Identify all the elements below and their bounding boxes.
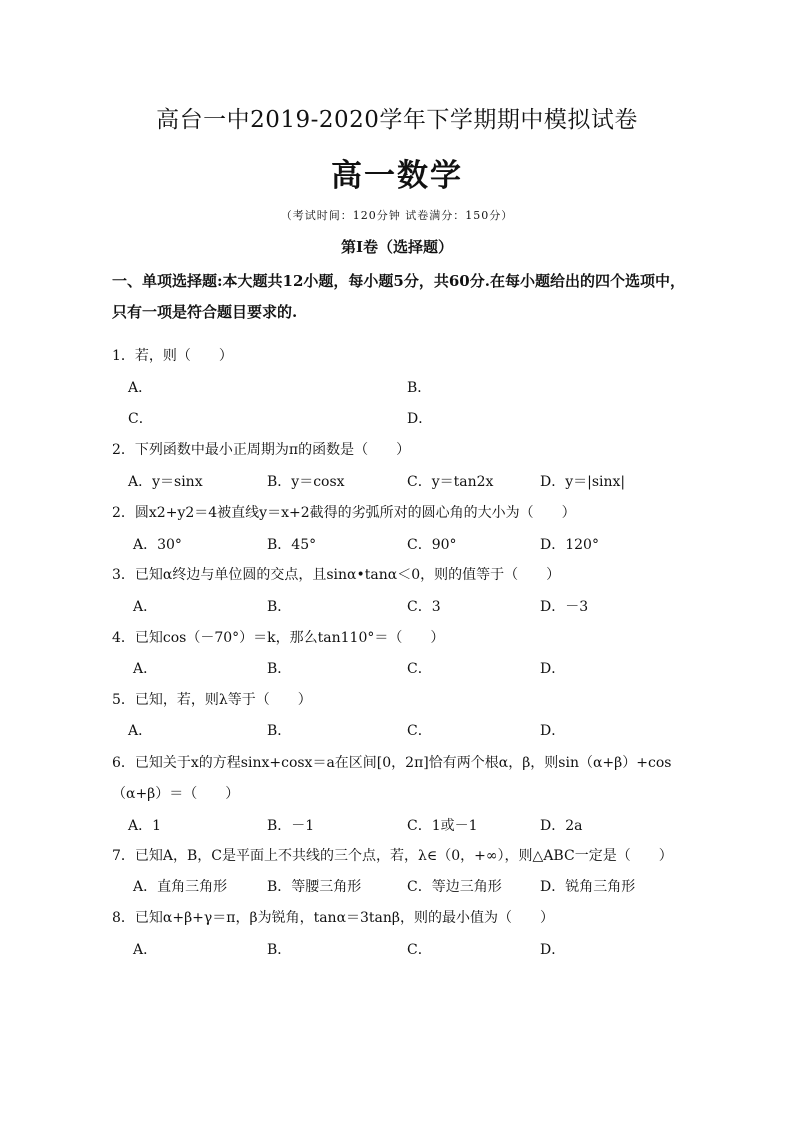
option-b: B． [407, 380, 432, 396]
option-b: B． [267, 661, 292, 677]
option-b: B．45° [267, 537, 317, 553]
question-2b: 2．圆x2+y2＝4被直线y＝x+2截得的劣弧所对的圆心角的大小为（ ） [112, 505, 576, 521]
option-b: B． [267, 599, 292, 615]
option-a: A．y＝sinx [128, 474, 203, 490]
option-d: D．锐角三角形 [540, 879, 636, 895]
question-5: 5．已知，若，则λ等于（ ） [112, 692, 312, 708]
exam-title: 高台一中2019-2020学年下学期期中模拟试卷 [156, 107, 638, 133]
option-c: C．1或－1 [407, 818, 478, 834]
option-a: A．30° [133, 537, 182, 553]
option-d: D． [407, 411, 433, 427]
option-c: C． [407, 942, 432, 958]
option-b: B． [267, 942, 292, 958]
section-heading: 一、单项选择题:本大题共12小题，每小题5分，共60分.在每小题给出的四个选项中，只有一项是符合题目要求的. [112, 272, 685, 321]
question-4: 4．已知cos（－70°）＝k，那么tan110°＝（ ） [112, 630, 445, 646]
option-a: A． [133, 942, 158, 958]
question-1: 1．若，则（ ） [112, 348, 233, 364]
option-b: B．等腰三角形 [267, 879, 362, 895]
option-a: A．1 [128, 818, 162, 834]
exam-info: （考试时间：120分钟 试卷满分：150分） [280, 209, 514, 222]
option-c: C． [407, 723, 432, 739]
option-a: A． [128, 380, 153, 396]
question-8: 8．已知α+β+γ＝π，β为锐角，tanα＝3tanβ，则的最小值为（ ） [112, 910, 555, 926]
question-7: 7．已知A，B，C是平面上不共线的三个点，若，λ∈（0，+∞），则△ABC一定是（ ） [112, 848, 673, 864]
option-c: C．等边三角形 [407, 879, 502, 895]
option-b: B． [267, 723, 292, 739]
option-d: D．120° [540, 537, 599, 553]
option-a: A． [128, 723, 153, 739]
question-2: 2．下列函数中最小正周期为π的函数是（ ） [112, 442, 411, 458]
option-d: D．－3 [540, 599, 589, 615]
option-b: B．y＝cosx [267, 474, 345, 490]
option-d: D． [540, 942, 566, 958]
option-b: B．－1 [267, 818, 315, 834]
option-d: D．y＝|sinx| [540, 474, 626, 490]
option-a: A． [133, 661, 158, 677]
exam-subject: 高一数学 [331, 158, 463, 194]
option-d: D． [540, 661, 566, 677]
option-c: C．90° [407, 537, 457, 553]
question-6-continuation: （α+β）＝（ ） [112, 786, 240, 802]
question-6: 6．已知关于x的方程sinx+cosx＝a在区间[0，2π]恰有两个根α，β，则sin（α+β）+cos [112, 755, 672, 771]
option-d: D．2a [540, 818, 583, 834]
option-c: C． [128, 411, 153, 427]
option-d: D． [540, 723, 566, 739]
option-c: C． [407, 661, 432, 677]
option-a: A．直角三角形 [133, 879, 228, 895]
option-a: A． [133, 599, 158, 615]
question-3: 3．已知α终边与单位圆的交点，且sinα•tanα＜0，则的值等于（ ） [112, 567, 561, 583]
volume-heading: 第I卷（选择题） [340, 238, 454, 256]
option-c: C．y＝tan2x [407, 474, 494, 490]
option-c: C．3 [407, 599, 441, 615]
